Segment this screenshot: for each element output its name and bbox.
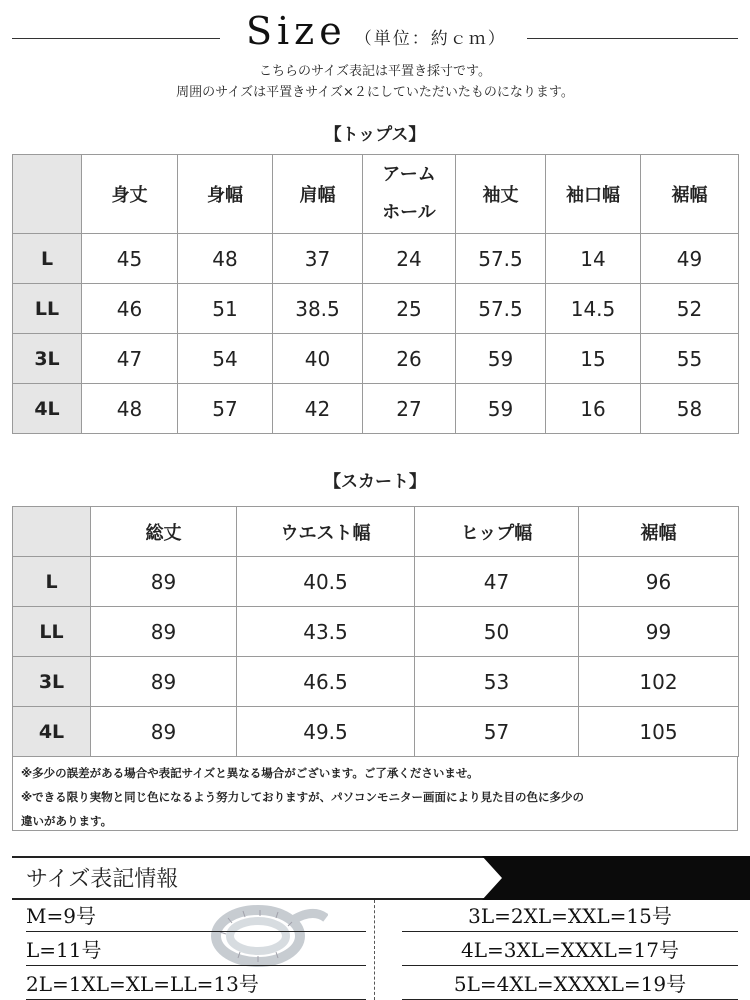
table-cell: 53 [415, 657, 579, 707]
table-cell: 55 [641, 334, 739, 384]
table-cell: 48 [178, 234, 273, 284]
note-circumference: 周囲のサイズは平置きサイズ×２にしていただいたものになります。 [176, 85, 574, 100]
size-label: 3L [13, 334, 82, 384]
size-label: L [13, 557, 91, 607]
page-title-unit: （単位：約ｃｍ） [354, 29, 507, 49]
size-equivalence-item: 4L=3XL=XXXL=17号 [402, 934, 738, 966]
note-flat-measure: こちらのサイズ表記は平置き採寸です。 [259, 64, 491, 79]
table-cell: 59 [456, 384, 546, 434]
table-cell: 52 [641, 284, 739, 334]
skirt-table [12, 506, 739, 757]
table-row [13, 334, 739, 384]
table-cell: 37 [273, 234, 363, 284]
table-cell: 40.5 [237, 557, 415, 607]
table-cell: 58 [641, 384, 739, 434]
table-cell: 57 [178, 384, 273, 434]
tops-col-header: 袖丈 [456, 155, 546, 234]
page-title-main: Size [246, 9, 347, 53]
size-label: 4L [13, 384, 82, 434]
table-cell: 57 [415, 707, 579, 757]
table-cell: 47 [82, 334, 178, 384]
size-label: LL [13, 284, 82, 334]
tops-col-header-line: ホール [382, 202, 436, 223]
tops-col-header: 肩幅 [273, 155, 363, 234]
size-info-header [12, 856, 750, 900]
table-cell: 38.5 [273, 284, 363, 334]
table-cell: 25 [363, 284, 456, 334]
size-equivalence-item: L=11号 [26, 934, 366, 966]
size-label: L [13, 234, 82, 284]
size-info-header-black-band [482, 856, 750, 900]
tops-col-header-armhole [363, 155, 456, 234]
skirt-col-header: 総丈 [91, 507, 237, 557]
table-row [13, 607, 739, 657]
table-row [13, 557, 739, 607]
tops-table [12, 154, 739, 434]
table-cell: 57.5 [456, 284, 546, 334]
table-cell: 59 [456, 334, 546, 384]
table-cell: 89 [91, 657, 237, 707]
table-cell: 46 [82, 284, 178, 334]
title-divider-right [527, 38, 738, 39]
size-equivalence-item: 5L=4XL=XXXXL=19号 [402, 968, 738, 1000]
table-cell: 49 [641, 234, 739, 284]
table-row [13, 384, 739, 434]
table-row [13, 234, 739, 284]
table-cell: 40 [273, 334, 363, 384]
tops-header-row [13, 155, 739, 234]
table-cell: 26 [363, 334, 456, 384]
skirt-col-header: ヒップ幅 [415, 507, 579, 557]
table-row [13, 657, 739, 707]
table-cell: 14 [546, 234, 641, 284]
table-cell: 96 [579, 557, 739, 607]
table-cell: 49.5 [237, 707, 415, 757]
skirt-header-row [13, 507, 739, 557]
table-cell: 15 [546, 334, 641, 384]
size-info-title: サイズ表記情報 [26, 867, 179, 892]
size-info-grid [12, 900, 738, 1000]
table-cell: 42 [273, 384, 363, 434]
title-divider-left [12, 38, 220, 39]
table-cell: 27 [363, 384, 456, 434]
page-title [246, 4, 526, 58]
table-cell: 48 [82, 384, 178, 434]
table-cell: 89 [91, 707, 237, 757]
disclaimer-notes [12, 757, 738, 831]
disclaimer-line: 違いがあります。 [21, 814, 113, 828]
tops-col-header: 身幅 [178, 155, 273, 234]
title-row [0, 4, 750, 58]
table-cell: 50 [415, 607, 579, 657]
tops-heading: 【トップス】 [324, 125, 426, 145]
tops-col-header: 裾幅 [641, 155, 739, 234]
table-cell: 102 [579, 657, 739, 707]
table-cell: 51 [178, 284, 273, 334]
disclaimer-line: ※できる限り実物と同じ色になるよう努力しておりますが、パソコンモニター画面により見た目の色に多少の [21, 790, 584, 804]
skirt-heading: 【スカート】 [324, 472, 426, 492]
table-cell: 16 [546, 384, 641, 434]
skirt-col-header: 裾幅 [579, 507, 739, 557]
table-cell: 89 [91, 557, 237, 607]
table-cell: 89 [91, 607, 237, 657]
table-row [13, 707, 739, 757]
size-equivalence-item: 3L=2XL=XXL=15号 [402, 900, 738, 932]
table-cell: 47 [415, 557, 579, 607]
table-cell: 14.5 [546, 284, 641, 334]
table-cell: 99 [579, 607, 739, 657]
tops-col-header: 身丈 [82, 155, 178, 234]
table-cell: 105 [579, 707, 739, 757]
table-cell: 43.5 [237, 607, 415, 657]
table-cell: 54 [178, 334, 273, 384]
table-row [13, 284, 739, 334]
size-label: LL [13, 607, 91, 657]
table-cell: 24 [363, 234, 456, 284]
table-cell: 57.5 [456, 234, 546, 284]
disclaimer-line: ※多少の誤差がある場合や表記サイズと異なる場合がございます。ご了承くださいませ。 [21, 766, 479, 780]
size-equivalence-item: M=9号 [26, 900, 366, 932]
skirt-col-header: ウエスト幅 [237, 507, 415, 557]
tops-col-header-line: アーム [382, 164, 436, 185]
table-cell: 46.5 [237, 657, 415, 707]
size-label: 3L [13, 657, 91, 707]
tops-corner-cell [13, 155, 82, 234]
size-info-divider [374, 900, 375, 1000]
size-equivalence-item: 2L=1XL=XL=LL=13号 [26, 968, 366, 1000]
size-label: 4L [13, 707, 91, 757]
skirt-corner-cell [13, 507, 91, 557]
tops-col-header: 袖口幅 [546, 155, 641, 234]
table-cell: 45 [82, 234, 178, 284]
